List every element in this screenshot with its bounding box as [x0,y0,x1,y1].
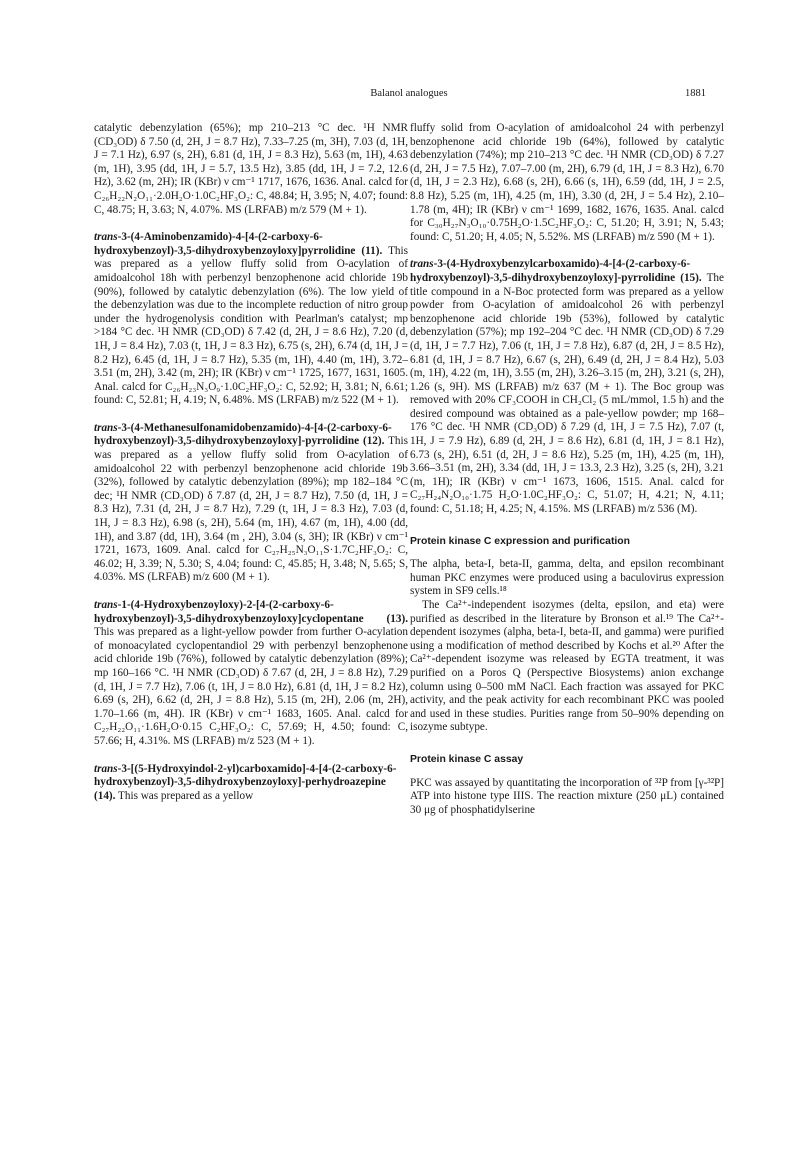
compound-15-name: trans-3-(4-Hydroxybenzylcarboxamido)-4-[4-(2-carboxy-6-hydroxybenzoyl)-3,5-dihydroxybenzoyloxy]-pyrrolidine (15). [410,258,702,284]
paragraph-pkc-expression-2: The Ca²⁺-independent isozymes (delta, epsilon, and eta) were purified as described in the literature by Bronson et al.¹⁹ The Ca²⁺-dependent isozymes (alpha, beta-I, beta-II, and gamma) were purified using a modification of method described by Kochs et al.²⁰ After the Ca²⁺-dependent isozyme was released by EGTA treatment, it was purified on a Poros Q (Perspective Biosystems) anion exchange column using 0–500 mM NaCl. Each fraction was assayed for PKC activity, and the peak activity for each recombinant PKC was pooled and used in these studies. Purities range from 50–90% depending on isozyme subtype. [410,599,724,734]
compound-12-body: This was prepared as a yellow fluffy solid from O-acylation of amidoalcohol 22 with perbenzyl benzophenone acid chloride 19b (32%), followed by catalytic debenzylation (89%); mp 182–184 °C dec; ¹H NMR (CD₃OD) δ 7.87 (d, 2H, J = 8.7 Hz), 7.50 (d, 1H, J = 8.3 Hz), 7.31 (d, 2H, J = 8.7 Hz), 7.29 (t, 1H, J = 8.3 Hz), 7.03 (d, 1H, J = 8.3 Hz), 6.98 (s, 2H), 5.64 (m, 1H), 4.67 (m, 1H), 4.00 (dd, 1H), and 3.87 (dd, 1H), 3.64 (m , 2H), 3.04 (s, 3H); IR (KBr) ν cm⁻¹ 1721, 1673, 1609. Anal. calcd for C₂₇H₂₅N₃O₁₁S·1.7C₂HF₃O₂: C, 46.02; H, 3.39; N, 5.30; S, 4.04; found: C, 45.85; H, 3.48; N, 5.65; S, 4.03%. MS (LRFAB) m/z 600 (M + 1). [94,435,408,584]
paragraph-compound-12 [94,422,408,585]
right-column [410,122,724,831]
paragraph-pkc-assay-1: PKC was assayed by quantitating the incorporation of ³²P from [γ-³²P] ATP into histone type IIIS. The reaction mixture (250 μL) contained 30 μg of phosphatidylserine [410,776,724,816]
paragraph-compound-14 [94,763,408,804]
section-heading-pkc-assay: Protein kinase C assay [410,753,524,765]
paragraph-compound-14-cont: fluffy solid from O-acylation of amidoalcohol 24 with perbenzyl benzophenone acid chloride 19b (64%), followed by catalytic debenzylation (74%); mp 210–213 °C dec. ¹H NMR (CD₃OD) δ 7.27 (d, 2H, J = 7.5 Hz), 7.07–7.00 (m, 2H), 6.79 (d, 1H, J = 8.3 Hz), 6.70 (d, 1H, J = 2.3 Hz), 6.68 (s, 2H), 6.66 (s, 1H), 6.59 (dd, 1H, J = 2.5, 8.8 Hz), 5.25 (m, 1H), 4.25 (m, 1H), 3.30 (d, 2H, J = 5.4 Hz), 2.10–1.78 (m, 4H); IR (KBr) ν cm⁻¹ 1699, 1682, 1676, 1635. Anal. calcd for C₃₀H₂₇N₃O₁₀·0.75H₂O·1.5C₂HF₃O₂: C, 51.20; H, 3.91; N, 5.43; found: C, 51.20; H, 4.05; N, 5.52%. MS (LRFAB) m/z 590 (M + 1). [410,122,724,243]
compound-14-name: trans-3-[(5-Hydroxyindol-2-yl)carboxamido]-4-[4-(2-carboxy-6-hydroxybenzoyl)-3,5-dihydroxybenzoyloxy]-perhydroazepine (14). [94,762,397,802]
page-header [112,88,706,104]
page-number: 1881 [685,88,706,99]
compound-14-body: This was prepared as a yellow [115,789,254,802]
compound-11-name: trans-3-(4-Aminobenzamido)-4-[4-(2-carboxy-6-hydroxybenzoyl)-3,5-dihydroxybenzoyloxy]pyrrolidine (11). [94,231,383,257]
compound-15-body: The title compound in a N-Boc protected form was prepared as a yellow powder from O-acylation of amidoalcohol 26 with perbenzyl benzophenone acid chloride 19b (53%), followed by catalytic debenzylation (57%); mp 192–204 °C dec. ¹H NMR (CD₃OD) δ 7.29 (d, 1H, J = 7.7 Hz), 7.06 (t, 1H, J = 7.8 Hz), 6.87 (d, 2H, J = 8.5 Hz), 6.81 (d, 1H, J = 8.7 Hz), 6.67 (s, 2H), 6.49 (d, 2H, J = 8.4 Hz), 5.03 (m, 1H), 4.22 (m, 1H), 3.55 (m, 2H), 3.26–3.15 (m, 2H), 3.21 (s, 2H), 1.26 (s, 9H). MS (LRFAB) m/z 637 (M + 1). The Boc group was removed with 20% CF₃COOH in CH₂Cl₂ (5 mL/mmol, 1.5 h) and the desired compound was obtained as a pale-yellow powder; mp 168–176 °C dec. ¹H NMR (CD₃OD) δ 7.29 (d, 1H, J = 7.5 Hz), 7.07 (t, 1H, J = 7.9 Hz), 6.89 (d, 2H, J = 8.6 Hz), 6.81 (d, 1H, J = 8.1 Hz), 6.73 (s, 2H), 6.51 (d, 2H, J = 8.6 Hz), 5.25 (m, 1H), 4.25 (m, 1H), 3.66–3.51 (m, 2H), 3.34 (dd, 1H, J = 13.3, 2.3 Hz), 3.25 (s, 2H), 3.21 (m, 1H); IR (KBr) ν cm⁻¹ 1673, 1606, 1515. Anal. calcd for C₂₇H₂₄N₂O₁₀·1.75 H₂O·1.0C₂HF₃O₂: C, 51.07; H, 4.21; N, 4.11; found: C, 51.18; H, 4.25; N, 4.15%. MS (LRFAB) m/z 536 (M). [410,271,724,516]
compound-11-body: This was prepared as a yellow fluffy solid from O-acylation of amidoalcohol 18h with perbenzyl benzophenone acid chloride 19b (90%), followed by catalytic debenzylation (6%). The low yield of the debenzylation was due to the incomplete reduction of nitro group under the hydrogenolysis condition with Pearlman's catalyst; mp >184 °C dec. ¹H NMR (CD₃OD) δ 7.42 (d, 2H, J = 8.6 Hz), 7.20 (d, 1H, J = 8.4 Hz), 7.03 (t, 1H, J = 8.3 Hz), 6.75 (s, 2H), 6.74 (d, 1H, J = 8.2 Hz), 6.45 (d, 1H, J = 8.7 Hz), 5.35 (m, 1H), 4.40 (m, 1H), 3.72–3.51 (m, 2H), 3.42 (m, 2H); IR (KBr) ν cm⁻¹ 1725, 1677, 1631, 1605. Anal. calcd for C₂₆H₂₃N₃O₉·1.0C₂HF₃O₂: C, 52.92; H, 3.81; N, 6.61; found: C, 52.81; H, 4.19; N, 6.48%. MS (LRFAB) m/z 522 (M + 1). [94,244,408,407]
paragraph-compound-13 [94,599,408,749]
compound-12-name: trans-3-(4-Methanesulfonamidobenzamido)-4-[4-(2-carboxy-6-hydroxybenzoyl)-3,5-dihydroxybenzoyloxy]-pyrrolidine (12). [94,421,392,448]
running-title: Balanol analogues [370,88,448,99]
compound-13-name: trans-1-(4-Hydroxybenzoyloxy)-2-[4-(2-carboxy-6-hydroxybenzoyl)-3,5-dihydroxybenzoyloxy]cyclopentane (13). [94,599,408,625]
paragraph-compound-11 [94,231,408,408]
compound-13-body: This was prepared as a light-yellow powder from further O-acylation of monoacylated cyclopentandiol 29 with perbenzyl benzophenone acid chloride 19b (76%), followed by catalytic debenzylation (89%); mp 160–166 °C. ¹H NMR (CD₃OD) δ 7.67 (d, 2H, J = 8.8 Hz), 7.29 (d, 1H, J = 7.7 Hz), 7.06 (t, 1H, J = 8.0 Hz), 6.81 (d, 1H, J = 8.2 Hz), 6.69 (s, 2H), 6.62 (d, 2H, J = 8.8 Hz), 5.15 (m, 2H), 2.06 (m, 2H), 1.70–1.66 (m, 4H). IR (KBr) ν cm⁻¹ 1683, 1605. Anal. calcd for C₂₇H₂₂O₁₁·1.6H₂O·0.15 C₂HF₃O₂: C, 57.69; H, 4.50; found: C, 57.66; H, 4.31%. MS (LRFAB) m/z 523 (M + 1). [94,626,408,747]
section-heading-pkc-expression: Protein kinase C expression and purification [410,535,630,547]
paragraph-compound-15 [410,258,724,516]
left-column [94,122,408,817]
paragraph-compound-10-cont: catalytic debenzylation (65%); mp 210–213 °C dec. ¹H NMR (CD₃OD) δ 7.50 (d, 2H, J = 8.7 Hz), 7.33–7.25 (m, 3H), 7.03 (d, 1H, J = 7.1 Hz), 6.97 (s, 2H), 6.81 (d, 1H, J = 8.3 Hz), 5.63 (m, 1H), 4.63 (m, 1H), 3.95 (dd, 1H, J = 5.7, 13.5 Hz), 3.85 (dd, 1H, J = 7.2, 12.6 Hz), 3.62 (m, 2H); IR (KBr) ν cm⁻¹ 1717, 1676, 1636. Anal. calcd for C₂₆H₂₂N₂O₁₁·2.0H₂O·1.0C₂HF₃O₂: C, 48.84; H, 3.95; N, 4.07; found: C, 48.75; H, 3.63; N, 4.07%. MS (LRFAB) m/z 579 (M + 1). [94,122,408,216]
paragraph-pkc-expression-1: The alpha, beta-I, beta-II, gamma, delta, and epsilon recombinant human PKC enzymes were produced using a baculovirus expression system in SF9 cells.¹⁸ [410,558,724,598]
